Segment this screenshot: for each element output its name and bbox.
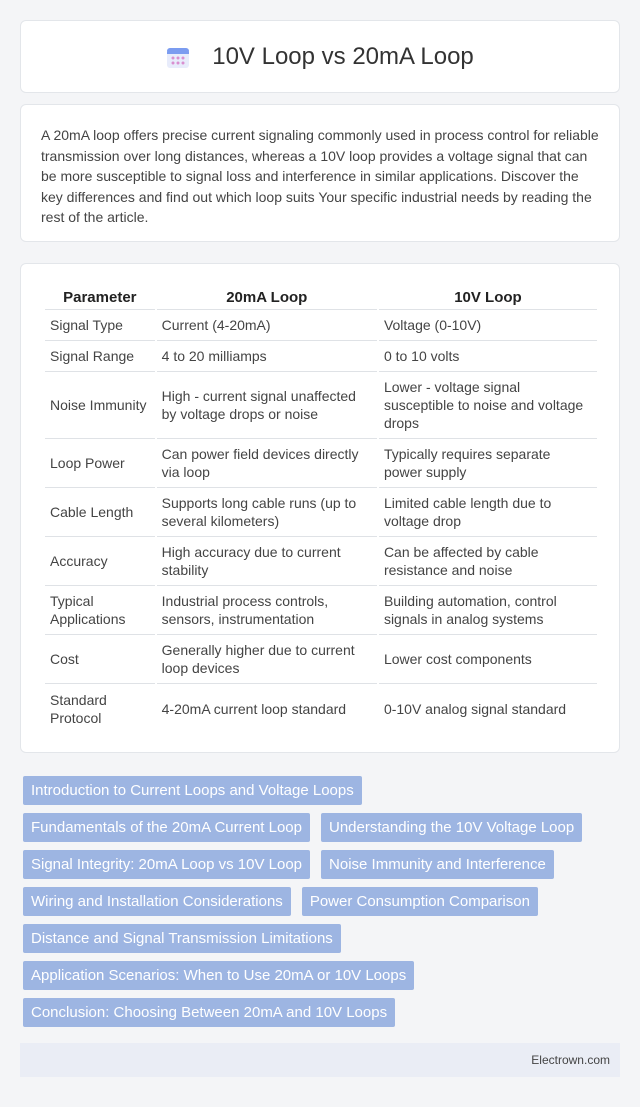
comparison-table <box>43 284 599 733</box>
table-row <box>45 341 597 372</box>
tag-noise-immunity[interactable]: Noise Immunity and Interference <box>321 850 554 879</box>
table-row <box>45 684 597 733</box>
table-row <box>45 635 597 684</box>
tag-introduction[interactable]: Introduction to Current Loops and Voltage Loops <box>23 776 362 805</box>
header-card <box>20 20 620 93</box>
table-cell: Typical Applications <box>45 586 155 635</box>
intro-card <box>20 104 620 242</box>
table-cell: Cable Length <box>45 488 155 537</box>
comparison-table-card <box>20 263 620 753</box>
page-title: 10V Loop vs 20mA Loop <box>212 42 474 70</box>
table-cell: 4 to 20 milliamps <box>157 341 377 372</box>
table-cell: Building automation, control signals in analog systems <box>379 586 597 635</box>
footer-site-name: Electrown.com <box>531 1053 610 1067</box>
table-cell: Loop Power <box>45 439 155 488</box>
table-cell: High accuracy due to current stability <box>157 537 377 586</box>
table-cell: Voltage (0-10V) <box>379 310 597 341</box>
intro-text: A 20mA loop offers precise current signaling commonly used in process control for reliable transmission over long distances, whereas a 10V loop provides a voltage signal that can be more susceptible to signal loss and interference in similar applications. Discover the key differences and find out which loop suits Your specific industrial needs by reading the rest of the article. <box>41 127 599 225</box>
table-cell: Signal Range <box>45 341 155 372</box>
table-cell: 0-10V analog signal standard <box>383 700 567 717</box>
tag-wiring-installation[interactable]: Wiring and Installation Considerations <box>23 887 291 916</box>
tag-understanding-10v[interactable]: Understanding the 10V Voltage Loop <box>321 813 582 842</box>
table-cell: Can be affected by cable resistance and noise <box>379 537 597 586</box>
table-cell: Generally higher due to current loop devices <box>157 635 377 684</box>
column-header-parameter: Parameter <box>45 284 155 310</box>
column-header-10v: 10V Loop <box>379 284 597 310</box>
table-cell: Accuracy <box>45 537 155 586</box>
table-row <box>45 537 597 586</box>
tag-signal-integrity[interactable]: Signal Integrity: 20mA Loop vs 10V Loop <box>23 850 310 879</box>
topic-tags <box>20 776 620 1035</box>
footer <box>20 1043 620 1077</box>
table-cell: High - current signal unaffected by voltage drops or noise <box>157 372 377 439</box>
table-row <box>45 439 597 488</box>
tag-distance-limitations[interactable]: Distance and Signal Transmission Limitations <box>23 924 341 953</box>
table-cell: 4-20mA current loop standard <box>161 700 347 717</box>
table-cell: Supports long cable runs (up to several kilometers) <box>157 488 377 537</box>
tag-fundamentals-20ma[interactable]: Fundamentals of the 20mA Current Loop <box>23 813 310 842</box>
tag-power-consumption[interactable]: Power Consumption Comparison <box>302 887 538 916</box>
tag-application-scenarios[interactable]: Application Scenarios: When to Use 20mA or 10V Loops <box>23 961 414 990</box>
tag-conclusion[interactable]: Conclusion: Choosing Between 20mA and 10V Loops <box>23 998 395 1027</box>
table-cell: Noise Immunity <box>45 372 155 439</box>
table-cell: Industrial process controls, sensors, instrumentation <box>157 586 377 635</box>
table-row <box>45 586 597 635</box>
table-cell: Current (4-20mA) <box>157 310 377 341</box>
table-row <box>45 488 597 537</box>
table-cell: Can power field devices directly via loop <box>157 439 377 488</box>
table-cell: Standard Protocol <box>50 691 107 726</box>
table-row <box>45 372 597 439</box>
calendar-grid-icon <box>166 45 190 69</box>
table-cell: Signal Type <box>45 310 155 341</box>
table-cell: Lower cost components <box>379 635 597 684</box>
table-cell: Typically requires separate power supply <box>379 439 597 488</box>
table-cell: 0 to 10 volts <box>379 341 597 372</box>
table-cell: Cost <box>45 635 155 684</box>
table-cell: Lower - voltage signal susceptible to noise and voltage drops <box>379 372 597 439</box>
table-row <box>45 310 597 341</box>
table-cell: Limited cable length due to voltage drop <box>379 488 597 537</box>
column-header-20ma: 20mA Loop <box>157 284 377 310</box>
